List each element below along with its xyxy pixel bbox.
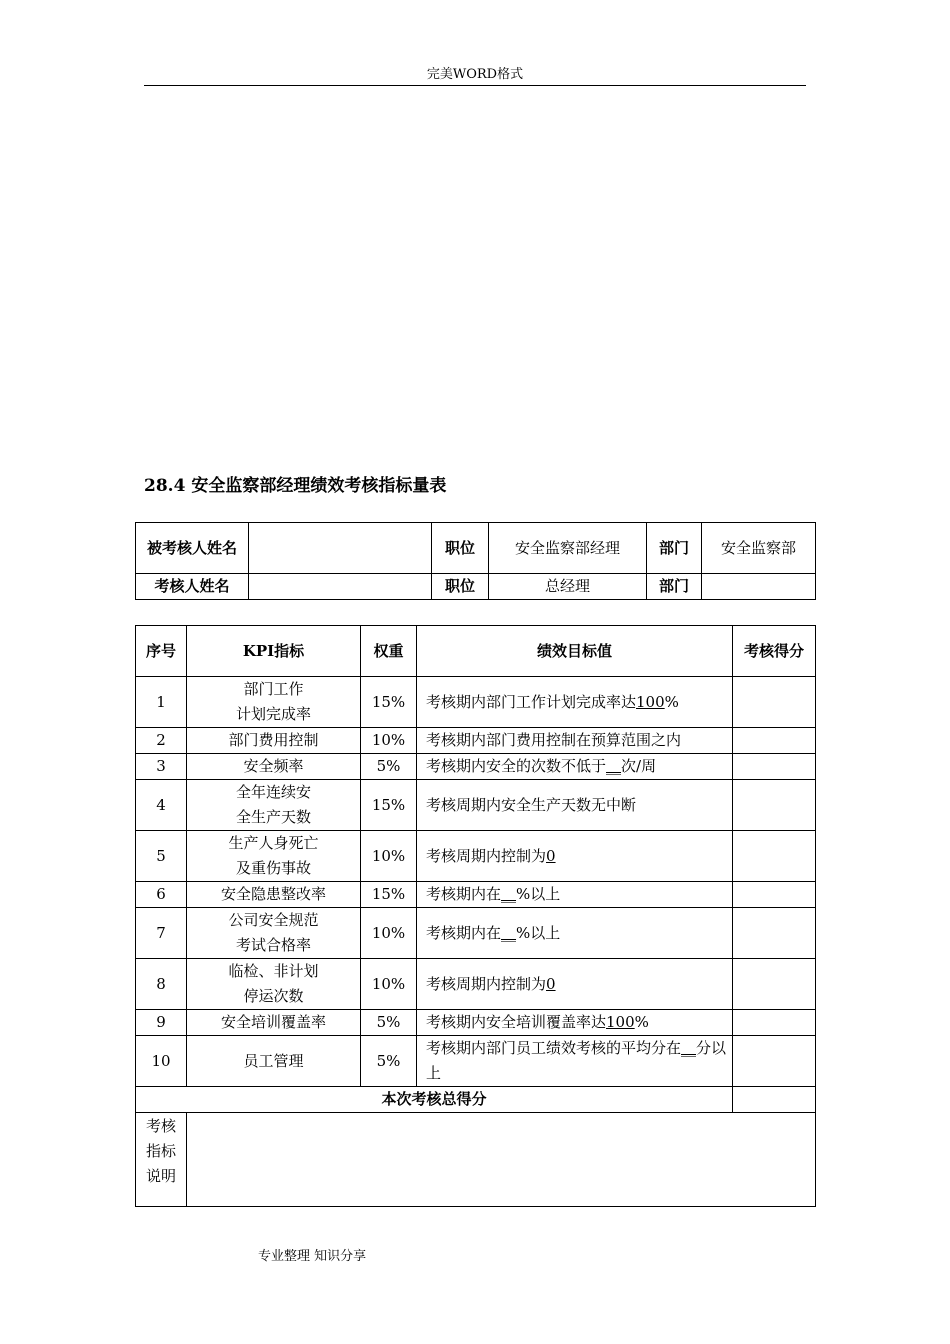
row-seq: 9	[136, 1010, 187, 1036]
kpi-name: 部门费用控制	[228, 731, 319, 749]
info-table	[135, 522, 816, 600]
row-target	[417, 677, 733, 728]
note-row	[136, 1113, 816, 1207]
kpi-rows	[136, 677, 816, 1087]
target-text: 考核周期内安全生产天数无中断	[426, 795, 637, 814]
target-text: 考核期内在	[426, 923, 502, 942]
note-value[interactable]	[187, 1113, 816, 1207]
row-target	[417, 780, 733, 831]
row-target	[417, 728, 733, 754]
row-score[interactable]	[733, 754, 816, 780]
page-footer: 专业整理 知识分享	[258, 1249, 367, 1264]
examinee-position-label: 职位	[432, 523, 489, 574]
target-underlined: 0	[546, 974, 556, 993]
target-suffix: 分以上	[426, 1039, 727, 1082]
table-row	[136, 908, 816, 959]
total-score-value[interactable]	[733, 1087, 816, 1113]
target-text: 考核期内部门工作计划完成率达	[426, 692, 637, 711]
kpi-name-line: 计划完成率	[235, 705, 311, 723]
examiner-name-value[interactable]	[249, 574, 432, 600]
target-suffix: 次/周	[621, 757, 657, 775]
row-kpi	[187, 1036, 361, 1087]
row-kpi	[187, 728, 361, 754]
target-text: 考核周期内控制为	[426, 846, 547, 865]
table-row	[136, 1010, 816, 1036]
header-seq: 序号	[136, 626, 187, 677]
table-row	[136, 677, 816, 728]
header-weight: 权重	[361, 626, 417, 677]
target-underlined: __	[606, 757, 622, 775]
total-score-label: 本次考核总得分	[136, 1087, 733, 1113]
row-weight: 5%	[361, 1036, 417, 1087]
target-suffix: %	[634, 1013, 649, 1031]
row-kpi	[187, 780, 361, 831]
table-row	[136, 754, 816, 780]
target-underlined: __	[501, 923, 517, 942]
examiner-dept-label: 部门	[647, 574, 702, 600]
row-seq: 1	[136, 677, 187, 728]
kpi-name-line: 及重伤事故	[235, 859, 311, 877]
row-target	[417, 1010, 733, 1036]
kpi-name-line: 生产人身死亡	[228, 834, 319, 852]
target-underlined: __	[501, 885, 517, 903]
row-weight: 10%	[361, 908, 417, 959]
row-weight: 15%	[361, 882, 417, 908]
target-text: 考核期内在	[426, 885, 502, 903]
row-kpi	[187, 831, 361, 882]
target-text: 考核周期内控制为	[426, 974, 547, 993]
kpi-name-line: 停运次数	[243, 987, 304, 1005]
row-score[interactable]	[733, 677, 816, 728]
kpi-name: 安全培训覆盖率	[220, 1013, 326, 1031]
header-kpi: KPI指标	[187, 626, 361, 677]
target-suffix: %	[664, 692, 679, 711]
target-underlined: 100	[636, 692, 665, 711]
kpi-name-line: 公司安全规范	[228, 911, 319, 929]
kpi-name-line: 部门工作	[243, 680, 304, 698]
examiner-dept-value[interactable]	[702, 574, 816, 600]
section-title: 28.4 安全监察部经理绩效考核指标量表	[144, 476, 447, 496]
row-score[interactable]	[733, 882, 816, 908]
table-row	[136, 1036, 816, 1087]
note-label: 考核指标说明	[136, 1113, 187, 1207]
kpi-table	[135, 625, 816, 1207]
examinee-name-label: 被考核人姓名	[136, 523, 249, 574]
kpi-name-line: 考试合格率	[235, 936, 311, 954]
examiner-position-label: 职位	[432, 574, 489, 600]
row-target	[417, 831, 733, 882]
examinee-name-value[interactable]	[249, 523, 432, 574]
row-seq: 8	[136, 959, 187, 1010]
row-target	[417, 1036, 733, 1087]
row-target	[417, 754, 733, 780]
row-score[interactable]	[733, 831, 816, 882]
kpi-name: 安全频率	[243, 757, 304, 775]
examinee-dept-value[interactable]: 安全监察部	[702, 523, 816, 574]
row-weight: 10%	[361, 959, 417, 1010]
examinee-position-value[interactable]: 安全监察部经理	[489, 523, 647, 574]
row-weight: 15%	[361, 677, 417, 728]
target-text: 考核期内部门员工绩效考核的平均分在	[426, 1039, 682, 1057]
row-seq: 5	[136, 831, 187, 882]
row-seq: 4	[136, 780, 187, 831]
target-underlined: 0	[546, 846, 556, 865]
row-target	[417, 908, 733, 959]
total-row	[136, 1087, 816, 1113]
row-weight: 5%	[361, 754, 417, 780]
kpi-header-row	[136, 626, 816, 677]
page-header: 完美WORD格式	[426, 67, 524, 82]
target-suffix: %以上	[516, 923, 561, 942]
row-seq: 6	[136, 882, 187, 908]
row-seq: 7	[136, 908, 187, 959]
row-target	[417, 882, 733, 908]
row-score[interactable]	[733, 728, 816, 754]
row-kpi	[187, 1010, 361, 1036]
table-row	[136, 780, 816, 831]
target-suffix: %以上	[516, 885, 561, 903]
target-underlined: __	[681, 1039, 697, 1057]
table-row	[136, 959, 816, 1010]
target-underlined: 100	[606, 1013, 635, 1031]
row-weight: 10%	[361, 831, 417, 882]
row-seq: 2	[136, 728, 187, 754]
kpi-name-line: 全年连续安	[235, 783, 311, 801]
row-kpi	[187, 677, 361, 728]
kpi-name: 员工管理	[243, 1051, 304, 1070]
examiner-position-value[interactable]: 总经理	[489, 574, 647, 600]
kpi-name-line: 全生产天数	[235, 808, 311, 826]
row-target	[417, 959, 733, 1010]
examinee-dept-label: 部门	[647, 523, 702, 574]
kpi-name: 安全隐患整改率	[220, 885, 326, 903]
header-target: 绩效目标值	[417, 626, 733, 677]
table-row	[136, 831, 816, 882]
target-text: 考核期内安全培训覆盖率达	[426, 1013, 607, 1031]
table-row	[136, 882, 816, 908]
row-weight: 15%	[361, 780, 417, 831]
target-text: 考核期内安全的次数不低于	[426, 757, 607, 775]
row-kpi	[187, 908, 361, 959]
row-score[interactable]	[733, 780, 816, 831]
row-seq: 10	[136, 1036, 187, 1087]
row-score[interactable]	[733, 908, 816, 959]
kpi-name-line: 临检、非计划	[228, 962, 319, 980]
row-weight: 5%	[361, 1010, 417, 1036]
row-weight: 10%	[361, 728, 417, 754]
row-kpi	[187, 959, 361, 1010]
row-seq: 3	[136, 754, 187, 780]
row-kpi	[187, 754, 361, 780]
row-score[interactable]	[733, 1036, 816, 1087]
row-score[interactable]	[733, 1010, 816, 1036]
row-kpi	[187, 882, 361, 908]
table-row	[136, 728, 816, 754]
header-rule	[144, 85, 806, 86]
row-score[interactable]	[733, 959, 816, 1010]
examiner-name-label: 考核人姓名	[136, 574, 249, 600]
header-score: 考核得分	[733, 626, 816, 677]
target-text: 考核期内部门费用控制在预算范围之内	[426, 731, 682, 749]
